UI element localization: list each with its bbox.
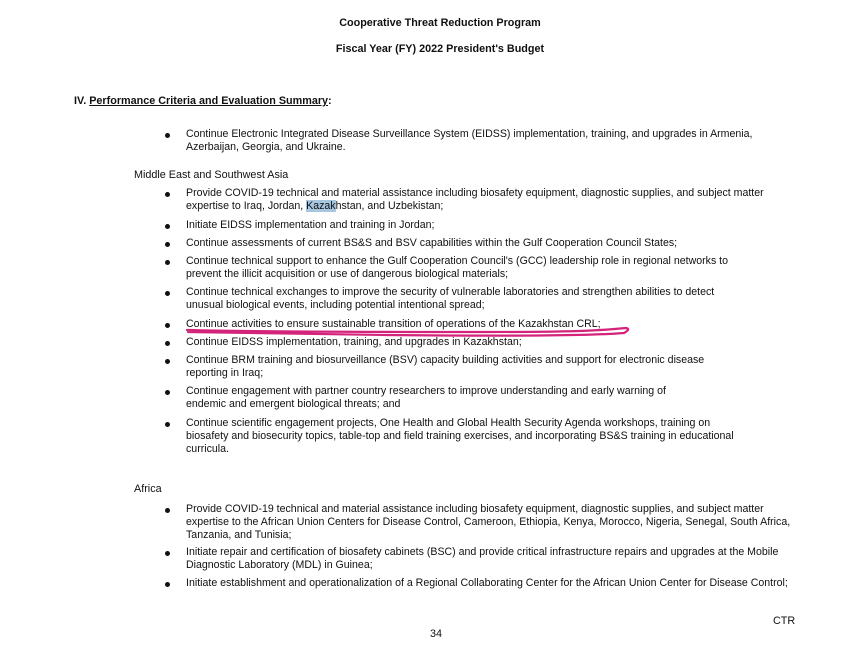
footer-label: CTR — [773, 615, 796, 627]
section-colon: : — [328, 95, 332, 107]
list-item-text: Continue Electronic Integrated Disease Surveillance System (EIDSS) implementation, training, and upgrades in Armenia, Azerbaijan, Georgia, and Ukraine. — [186, 128, 753, 153]
bullet-icon — [165, 551, 170, 556]
bullet-icon — [165, 291, 170, 296]
text-segment: Provide COVID-19 technical and material assistance including biosafety equipment, diagnostic supplies, and subject matter expertise to Iraq, Jordan, — [186, 187, 764, 212]
page-number: 34 — [430, 628, 443, 640]
bullet-icon — [165, 260, 170, 265]
bullet-icon — [165, 224, 170, 229]
list-item-text: Continue technical exchanges to improve the security of vulnerable laboratories and strengthen abilities to detect unusual biological events, including potential intentional spread; — [186, 286, 715, 311]
list-item-text: Initiate establishment and operationalization of a Regional Collaborating Center for the African Union Center for Disease Control; — [186, 577, 788, 589]
bullet-icon — [165, 390, 170, 395]
list-item-text: Continue BRM training and biosurveillance (BSV) capacity building activities and support for electronic disease reporting in Iraq; — [186, 354, 705, 379]
bullet-icon — [165, 508, 170, 513]
section-title: Performance Criteria and Evaluation Summary — [89, 95, 329, 107]
bullet-icon — [165, 192, 170, 197]
bullet-icon — [165, 422, 170, 427]
text-selection-highlight[interactable]: Kazak — [306, 200, 336, 212]
section-number: IV. — [74, 95, 87, 107]
list-item-text: Provide COVID-19 technical and material assistance including biosafety equipment, diagnostic supplies, and subject matter expertise to the African Union Centers for Disease Control, Cameroon, Ethiopia, Kenya, Morocco, Nigeria, Senegal, South Africa, Tanzania, and Tunisia; — [186, 503, 791, 541]
list-item-text: Continue technical support to enhance the Gulf Cooperation Council's (GCC) leadership role in regional networks to prevent the illicit acquisition or use of dangerous biological materials; — [186, 255, 729, 280]
bullet-icon — [165, 359, 170, 364]
section-heading — [74, 95, 332, 108]
list-item-text: Continue scientific engagement projects, One Health and Global Health Security Agenda workshops, training on biosafety and biosecurity topics, table-top and field training exercises, and incorporating BS&S training in educational curricula. — [186, 417, 734, 455]
list-item-text — [186, 187, 805, 213]
text-segment: hstan, and Uzbekistan; — [335, 200, 444, 212]
bullet-icon — [165, 133, 170, 138]
region-heading-africa: Africa — [134, 483, 162, 495]
list-item-text: Continue activities to ensure sustainable transition of operations of the Kazakhstan CRL; — [186, 318, 601, 330]
bullet-icon — [165, 323, 170, 328]
region-heading-middle-east: Middle East and Southwest Asia — [134, 169, 289, 181]
list-item-text: Initiate repair and certification of biosafety cabinets (BSC) and provide critical infrastructure repairs and upgrades at the Mobile Diagnostic Laboratory (MDL) in Guinea; — [186, 546, 779, 571]
bullet-icon — [165, 242, 170, 247]
list-item-text: Continue EIDSS implementation, training, and upgrades in Kazakhstan; — [186, 336, 522, 348]
list-item-text: Continue engagement with partner country researchers to improve understanding and early warning of endemic and emergent biological threats; and — [186, 385, 666, 410]
document-subtitle: Fiscal Year (FY) 2022 President's Budget — [335, 43, 545, 55]
bullet-icon — [165, 341, 170, 346]
document-title: Cooperative Threat Reduction Program — [339, 17, 541, 29]
bullet-icon — [165, 582, 170, 587]
list-item-text: Initiate EIDSS implementation and training in Jordan; — [186, 219, 435, 231]
list-item-text: Continue assessments of current BS&S and BSV capabilities within the Gulf Cooperation Council States; — [186, 237, 678, 249]
